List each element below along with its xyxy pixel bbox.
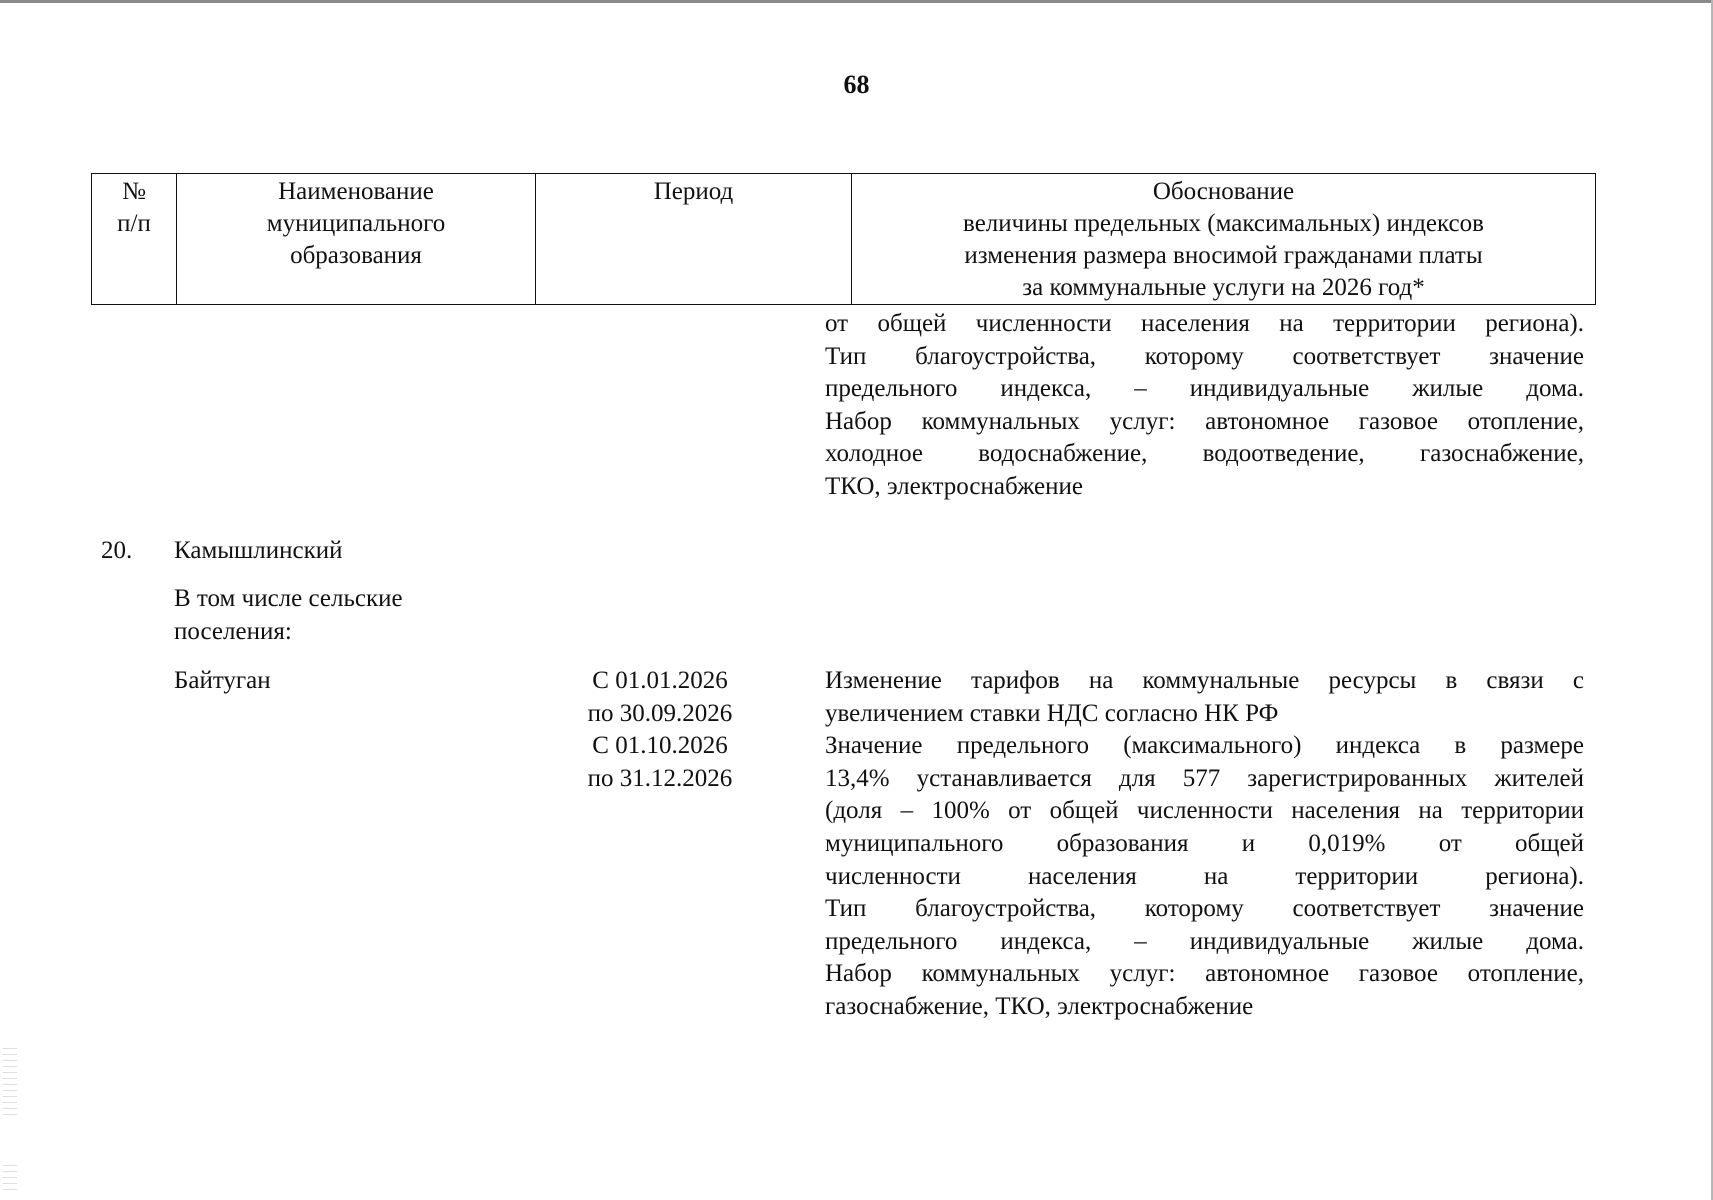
period-line: С 01.01.2026 xyxy=(592,667,728,694)
header-cell-period xyxy=(536,174,852,305)
text-line: численности населения на территории региона). xyxy=(825,862,1584,890)
header-text: Обоснование xyxy=(1152,178,1295,205)
text-line: Набор коммунальных услуг: автономное газовое отопление, xyxy=(825,407,1584,435)
text-line: поселения: xyxy=(174,617,292,645)
text-line: Значение предельного (максимального) индекса в размере xyxy=(825,732,1584,760)
header-text: муниципального xyxy=(266,210,446,237)
municipality-name: Камышлинский xyxy=(174,537,343,564)
header-text: Период xyxy=(653,178,734,205)
continuation-text xyxy=(825,308,1584,504)
header-text: изменения размера вносимой гражданами платы xyxy=(964,242,1483,269)
text-line: ТКО, электроснабжение xyxy=(825,472,1083,500)
text-line: 13,4% устанавливается для 577 зарегистрированных жителей xyxy=(825,764,1584,792)
header-cell-name xyxy=(177,174,536,305)
header-text: № xyxy=(122,178,146,205)
text-line: (доля – 100% от общей численности населения на территории xyxy=(825,797,1584,825)
header-cell-number xyxy=(92,174,177,305)
text-line: В том числе сельские xyxy=(174,585,403,612)
text-line: холодное водоснабжение, водоотведение, газоснабжение, xyxy=(825,440,1584,468)
text-line: газоснабжение, ТКО, электроснабжение xyxy=(825,992,1254,1020)
header-text: п/п xyxy=(117,210,151,237)
text-line: увеличением ставки НДС согласно НК РФ xyxy=(825,699,1279,727)
text-line: от общей численности населения на территории региона). xyxy=(825,310,1584,337)
reason-text xyxy=(825,665,1584,1024)
text-line: Тип благоустройства, которому соответствует значение xyxy=(825,895,1584,923)
text-line: предельного индекса, – индивидуальные жилые дома. xyxy=(825,927,1584,955)
period-line: по 30.09.2026 xyxy=(587,699,733,727)
table-header xyxy=(91,173,1596,305)
text-line: Изменение тарифов на коммунальные ресурсы в связи с xyxy=(825,667,1584,694)
row-number: 20. xyxy=(101,537,133,564)
period-dates xyxy=(560,665,760,795)
header-text: величины предельных (максимальных) индексов xyxy=(963,210,1484,237)
text-line: Тип благоустройства, которому соответствует значение xyxy=(825,342,1584,370)
header-cell-reason xyxy=(852,174,1596,305)
text-line: Набор коммунальных услуг: автономное газовое отопление, xyxy=(825,960,1584,988)
header-text: образования xyxy=(290,242,422,269)
text-line: предельного индекса, – индивидуальные жилые дома. xyxy=(825,375,1584,403)
text-line: муниципального образования и 0,019% от общей xyxy=(825,829,1584,857)
scan-edge-top xyxy=(0,0,1713,3)
header-text: за коммунальные услуги на 2026 год* xyxy=(1022,274,1425,301)
including-label xyxy=(174,583,474,648)
scan-noise xyxy=(3,1160,17,1190)
period-line: С 01.10.2026 xyxy=(592,732,728,760)
header-text: Наименование xyxy=(278,178,434,205)
period-line: по 31.12.2026 xyxy=(587,764,733,792)
settlement-name: Байтуган xyxy=(174,667,271,694)
scan-noise xyxy=(3,1045,17,1115)
page-number: 68 xyxy=(843,70,870,99)
